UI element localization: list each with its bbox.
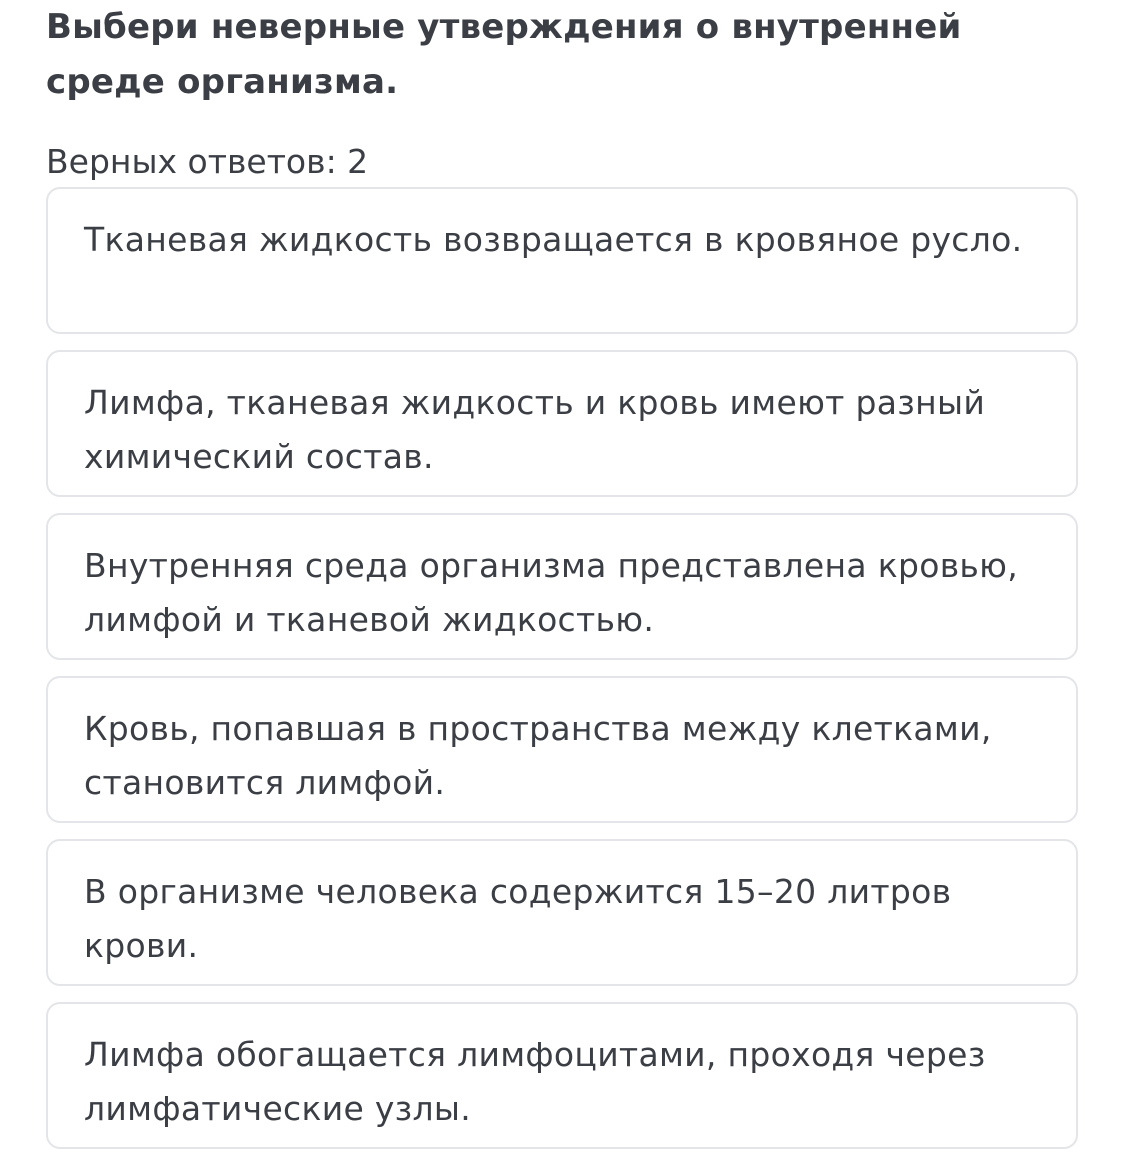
- answer-option-6[interactable]: [46, 1002, 1078, 1149]
- answer-option-4[interactable]: [46, 676, 1078, 823]
- answer-option-text: Лимфа, тканевая жидкость и кровь имеют разный химический состав.: [84, 383, 986, 476]
- answer-option-1[interactable]: [46, 187, 1078, 334]
- answer-option-2[interactable]: [46, 350, 1078, 497]
- question-title: Выбери неверные утверждения о внутренней среде организма.: [46, 7, 962, 102]
- answer-option-text: Тканевая жидкость возвращается в кровяное русло.: [84, 220, 1023, 259]
- answer-option-text: Лимфа обогащается лимфоцитами, проходя через лимфатические узлы.: [84, 1035, 986, 1128]
- answer-options-list: [46, 187, 1078, 1165]
- answer-option-text: В организме человека содержится 15–20 литров крови.: [84, 872, 952, 965]
- answer-option-5[interactable]: [46, 839, 1078, 986]
- answer-option-3[interactable]: [46, 513, 1078, 660]
- answer-option-text: Кровь, попавшая в пространства между клетками, становится лимфой.: [84, 709, 992, 802]
- answer-option-text: Внутренняя среда организма представлена кровью, лимфой и тканевой жидкостью.: [84, 546, 1019, 639]
- correct-answers-count: Верных ответов: 2: [46, 142, 369, 181]
